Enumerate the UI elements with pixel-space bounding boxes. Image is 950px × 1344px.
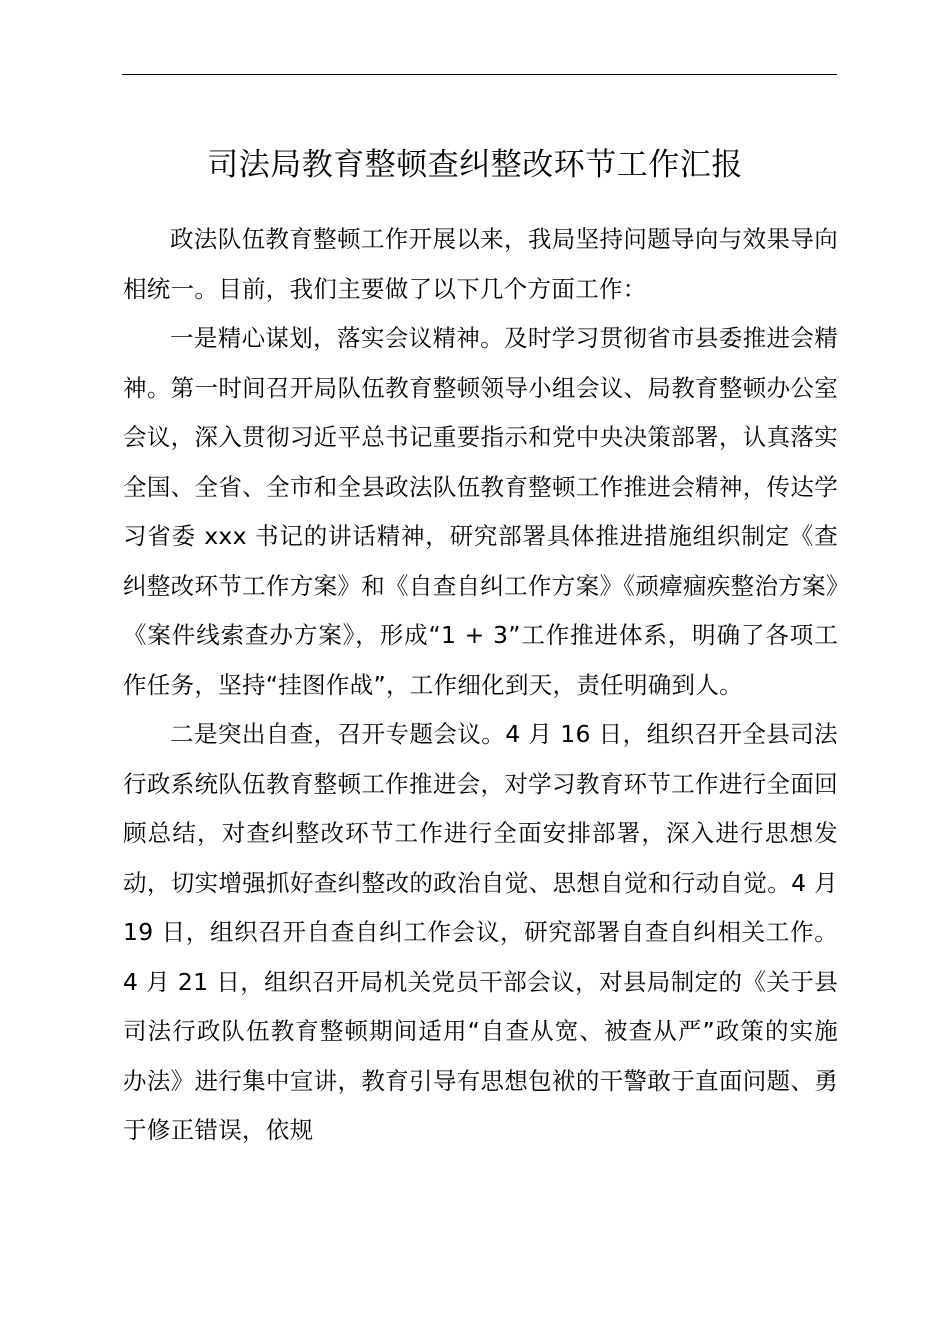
paragraph-point-two: 二是突出自查，召开专题会议。4 月 16 日，组织召开全县司法行政系统队伍教育整顿工作推进会，对学习教育环节工作进行全面回顾总结，对查纠整改环节工作进行全面安排部署，深入进行思想发动，切实增强抓好查纠整改的政治自觉、思想自觉和行动自觉。4 月 19 日，组织召开自查自纠工作会议，研究部署自查自纠相关工作。4 月 21 日，组织召开局机关党员干部会议，对县局制定的《关于县司法行政队伍教育整顿期间适用“自查从宽、被查从严”政策的实施办法》进行集中宣讲，教育引导有思想包袱的干警敢于直面问题、勇于修正错误，依规 (123, 720, 838, 1144)
document-body (123, 215, 838, 1156)
header-rule (122, 74, 837, 75)
paragraph-intro: 政法队伍教育整顿工作开展以来，我局坚持问题导向与效果导向相统一。目前，我们主要做了以下几个方面工作： (123, 225, 838, 303)
document-title: 司法局教育整顿查纠整改环节工作汇报 (207, 147, 743, 183)
paragraph-point-one: 一是精心谋划，落实会议精神。及时学习贯彻省市县委推进会精神。第一时间召开局队伍教育整顿领导小组会议、局教育整顿办公室会议，深入贯彻习近平总书记重要指示和党中央决策部署，认真落实全国、全省、全市和全县政法队伍教育整顿工作推进会精神，传达学习省委 xxx 书记的讲话精神，研究部署具体推进措施组织制定《查纠整改环节工作方案》和《自查自纠工作方案》《顽瘴痼疾整治方案》《案件线索查办方案》，形成“1 + 3”工作推进体系，明确了各项工作任务，坚持“挂图作战”，工作细化到天，责任明确到人。 (123, 324, 838, 699)
